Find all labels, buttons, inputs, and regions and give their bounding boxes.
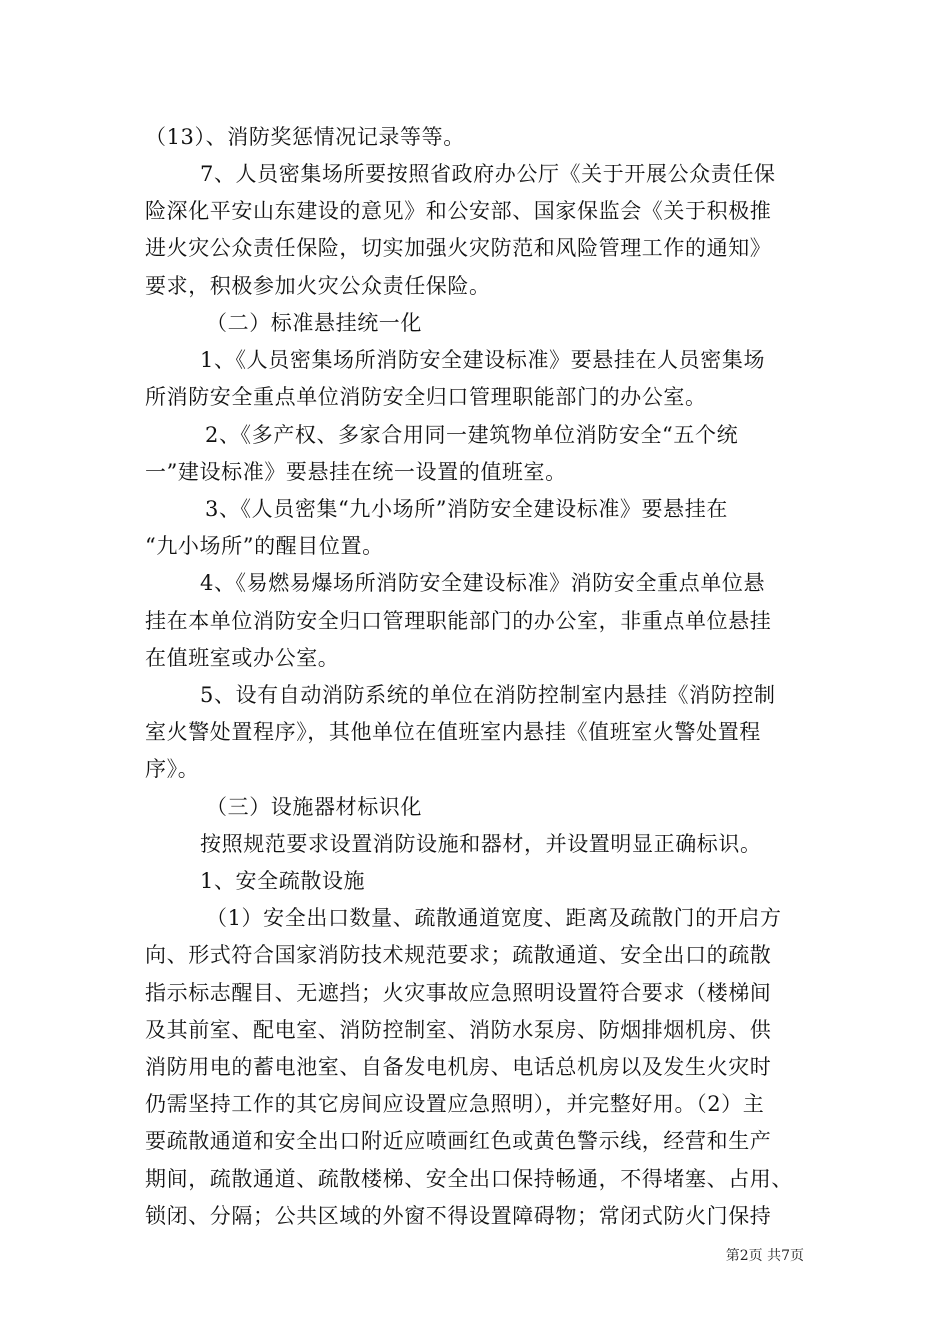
text-line-15: 在值班室或办公室。 — [145, 646, 340, 670]
text-line-10: 一”建设标准》要悬挂在统一设置的值班室。 — [145, 460, 567, 484]
text-line-8: 所消防安全重点单位消防安全归口管理职能部门的办公室。 — [145, 385, 707, 409]
text-line-29: 期间，疏散通道、疏散楼梯、安全出口保持畅通，不得堵塞、占用、 — [145, 1167, 793, 1191]
text-line-5: 要求，积极参加火灾公众责任保险。 — [145, 274, 491, 298]
text-line-20: 按照规范要求设置消防设施和器材，并设置明显正确标识。 — [200, 832, 762, 856]
text-line-30: 锁闭、分隔；公共区域的外窗不得设置障碍物；常闭式防火门保持 — [145, 1204, 772, 1228]
text-line-2: 7、人员密集场所要按照省政府办公厅《关于开展公众责任保 — [200, 162, 776, 186]
section-heading-2: （二）标准悬挂统一化 — [206, 311, 422, 335]
text-line-28: 要疏散通道和安全出口附近应喷画红色或黄色警示线，经营和生产 — [145, 1129, 772, 1153]
text-line-21: 1、安全疏散设施 — [200, 869, 366, 893]
text-line-4: 进火灾公众责任保险，切实加强火灾防范和风险管理工作的通知》 — [145, 236, 772, 260]
text-line-9: 2、《多产权、多家合用同一建筑物单位消防安全“五个统 — [205, 423, 739, 447]
section-heading-3: （三）设施器材标识化 — [206, 795, 422, 819]
text-line-23: 向、形式符合国家消防技术规范要求；疏散通道、安全出口的疏散 — [145, 943, 772, 967]
text-line-17: 室火警处置程序》，其他单位在值班室内悬挂《值班室火警处置程 — [145, 720, 761, 744]
text-line-7: 1、《人员密集场所消防安全建设标准》要悬挂在人员密集场 — [200, 348, 766, 372]
text-line-14: 挂在本单位消防安全归口管理职能部门的办公室，非重点单位悬挂 — [145, 609, 772, 633]
text-line-22: （1）安全出口数量、疏散通道宽度、距离及疏散门的开启方 — [206, 906, 782, 930]
text-line-18: 序》。 — [145, 757, 200, 781]
page-number: 第2页 共7页 — [725, 1248, 804, 1264]
text-line-16: 5、设有自动消防系统的单位在消防控制室内悬挂《消防控制 — [200, 683, 776, 707]
text-line-12: “九小场所”的醒目位置。 — [145, 534, 384, 558]
text-line-25: 及其前室、配电室、消防控制室、消防水泵房、防烟排烟机房、供 — [145, 1018, 772, 1042]
text-line-26: 消防用电的蓄电池室、自备发电机房、电话总机房以及发生火灾时 — [145, 1055, 772, 1079]
text-line-27: 仍需坚持工作的其它房间应设置应急照明），并完整好用。（2）主 — [145, 1092, 765, 1116]
text-line-24: 指示标志醒目、无遮挡；火灾事故应急照明设置符合要求（楼梯间 — [145, 981, 772, 1005]
text-line-1: （13）、消防奖惩情况记录等等。 — [145, 125, 465, 149]
text-line-3: 险深化平安山东建设的意见》和公安部、国家保监会《关于积极推 — [145, 199, 772, 223]
text-line-13: 4、《易燃易爆场所消防安全建设标准》消防安全重点单位悬 — [200, 571, 766, 595]
text-line-11: 3、《人员密集“九小场所”消防安全建设标准》要悬挂在 — [205, 497, 728, 521]
